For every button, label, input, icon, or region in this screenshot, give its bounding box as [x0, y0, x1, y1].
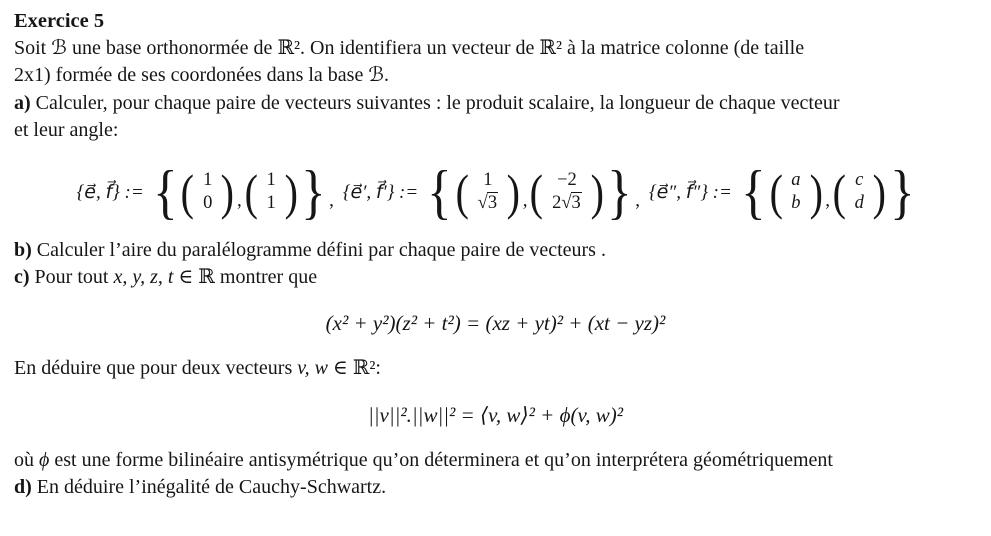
part-a-line-2: et leur angle: — [14, 119, 119, 142]
vector-f-x: 1 — [266, 169, 276, 190]
set1-label: {e⃗, f⃗} := — [76, 182, 144, 204]
vector-f-y: 1 — [266, 192, 276, 213]
phi-line — [14, 447, 977, 474]
set1-left-brace: { — [152, 158, 178, 225]
part-d-line — [14, 474, 977, 501]
vector-f-dblprime — [848, 169, 871, 215]
part-c-text-1: Pour tout — [29, 266, 114, 289]
set2-left-brace: { — [427, 158, 452, 225]
set3-left-brace: { — [740, 158, 766, 225]
set3-label: {e⃗″, f⃗″} := — [649, 182, 732, 204]
part-b-text: Calculer l’aire du paralélogramme défini par chaque paire de vecteurs . — [31, 238, 606, 261]
part-c-line — [14, 264, 977, 291]
vector-e-prime-y — [478, 192, 498, 215]
vector-e-prime — [471, 169, 505, 215]
lagrange-identity-equation: (x² + y²)(z² + t²) = (xz + yt)² + (xt − yz)² — [325, 311, 666, 336]
vector-e-prime-right-paren: ) — [506, 163, 521, 220]
vector-f-prime-y — [552, 192, 582, 215]
part-b-line — [14, 237, 977, 264]
part-c-variables: x, y, z, t — [113, 266, 174, 289]
set2-right-brace: } — [607, 158, 633, 225]
deduce-variables: v, w — [297, 357, 328, 380]
part-c-text-2: montrer que — [219, 266, 318, 289]
part-b-marker: b) — [14, 238, 32, 261]
phi-text-1: où — [14, 448, 39, 471]
sqrt-sign: √ — [477, 192, 488, 213]
set3-right-brace: } — [889, 158, 915, 225]
intro-line-1: Soit ℬ une base orthonormée de ℝ². On identifiera un vecteur de ℝ² à la matrice colonne (de taille — [14, 37, 805, 59]
deduce-line — [14, 355, 977, 382]
set1-comma: , — [237, 189, 242, 211]
vector-e-prime-x: 1 — [483, 169, 493, 190]
part-d-text: En déduire l’inégalité de Cauchy-Schwartz. — [31, 476, 387, 499]
deduce-membership: ∈ ℝ²: — [327, 357, 381, 380]
vector-e-x: 1 — [203, 169, 213, 190]
part-a-marker: a) — [14, 91, 31, 114]
vector-pairs-equation — [14, 155, 977, 229]
intro-line-2: 2x1) formée de ses coordonées dans la base ℬ. — [14, 64, 390, 87]
exercise-title: Exercice 5 — [14, 10, 105, 32]
set1-right-brace: } — [301, 158, 326, 225]
vector-f-prime — [545, 169, 589, 215]
vector-e-dblprime-y: b — [791, 192, 801, 213]
set2-label: {e⃗′, f⃗′} := — [342, 182, 419, 204]
vector-e — [196, 169, 219, 215]
radicand: 3 — [571, 192, 581, 213]
part-a-line-1 — [14, 90, 977, 117]
vector-e-dblprime-left-paren: ( — [769, 163, 783, 220]
vector-f-prime-left-paren: ( — [530, 163, 544, 220]
vector-f-dblprime-y: d — [854, 192, 864, 213]
norm-product-equation: ||v||².||w||² = ⟨v, w⟩² + ϕ(v, w)² — [367, 402, 624, 427]
part-a-text-1: Calculer, pour chaque paire de vecteurs suivantes : le produit scalaire, la longueur de chaque vecteur — [30, 91, 840, 114]
vector-e-prime-left-paren: ( — [455, 163, 470, 220]
vector-f-dblprime-left-paren: ( — [832, 163, 846, 220]
deduce-text-1: En déduire que pour deux vecteurs — [14, 357, 298, 380]
vector-f-prime-x: −2 — [557, 169, 577, 190]
vector-f — [259, 169, 282, 215]
vector-f-prime-right-paren: ) — [590, 163, 604, 220]
set1-set2-separator: , — [329, 189, 334, 211]
radicand: 3 — [487, 192, 498, 213]
phi-symbol: ϕ — [39, 448, 50, 471]
vector-f-right-paren: ) — [284, 163, 298, 220]
vector-f-left-paren: ( — [244, 163, 258, 220]
set3-comma: , — [825, 189, 830, 211]
vector-e-dblprime-x: a — [791, 169, 801, 190]
sqrt-sign: √ — [561, 192, 572, 213]
set2-set3-separator: , — [635, 189, 641, 211]
part-c-marker: c) — [14, 266, 30, 289]
vector-e-y: 0 — [203, 192, 213, 213]
set2-comma: , — [522, 189, 528, 211]
part-c-membership: ∈ ℝ — [173, 266, 220, 289]
vector-e-dblprime — [784, 169, 807, 215]
phi-text-2: est une forme bilinéaire antisymétrique qu’on déterminera et qu’on interprétera géométriquement — [49, 448, 833, 471]
part-d-marker: d) — [14, 476, 32, 499]
coef: 2 — [552, 192, 562, 213]
vector-f-dblprime-x: c — [855, 169, 864, 190]
vector-f-dblprime-right-paren: ) — [872, 163, 886, 220]
vector-e-left-paren: ( — [181, 163, 195, 220]
vector-e-right-paren: ) — [221, 163, 235, 220]
vector-e-dblprime-right-paren: ) — [809, 163, 823, 220]
